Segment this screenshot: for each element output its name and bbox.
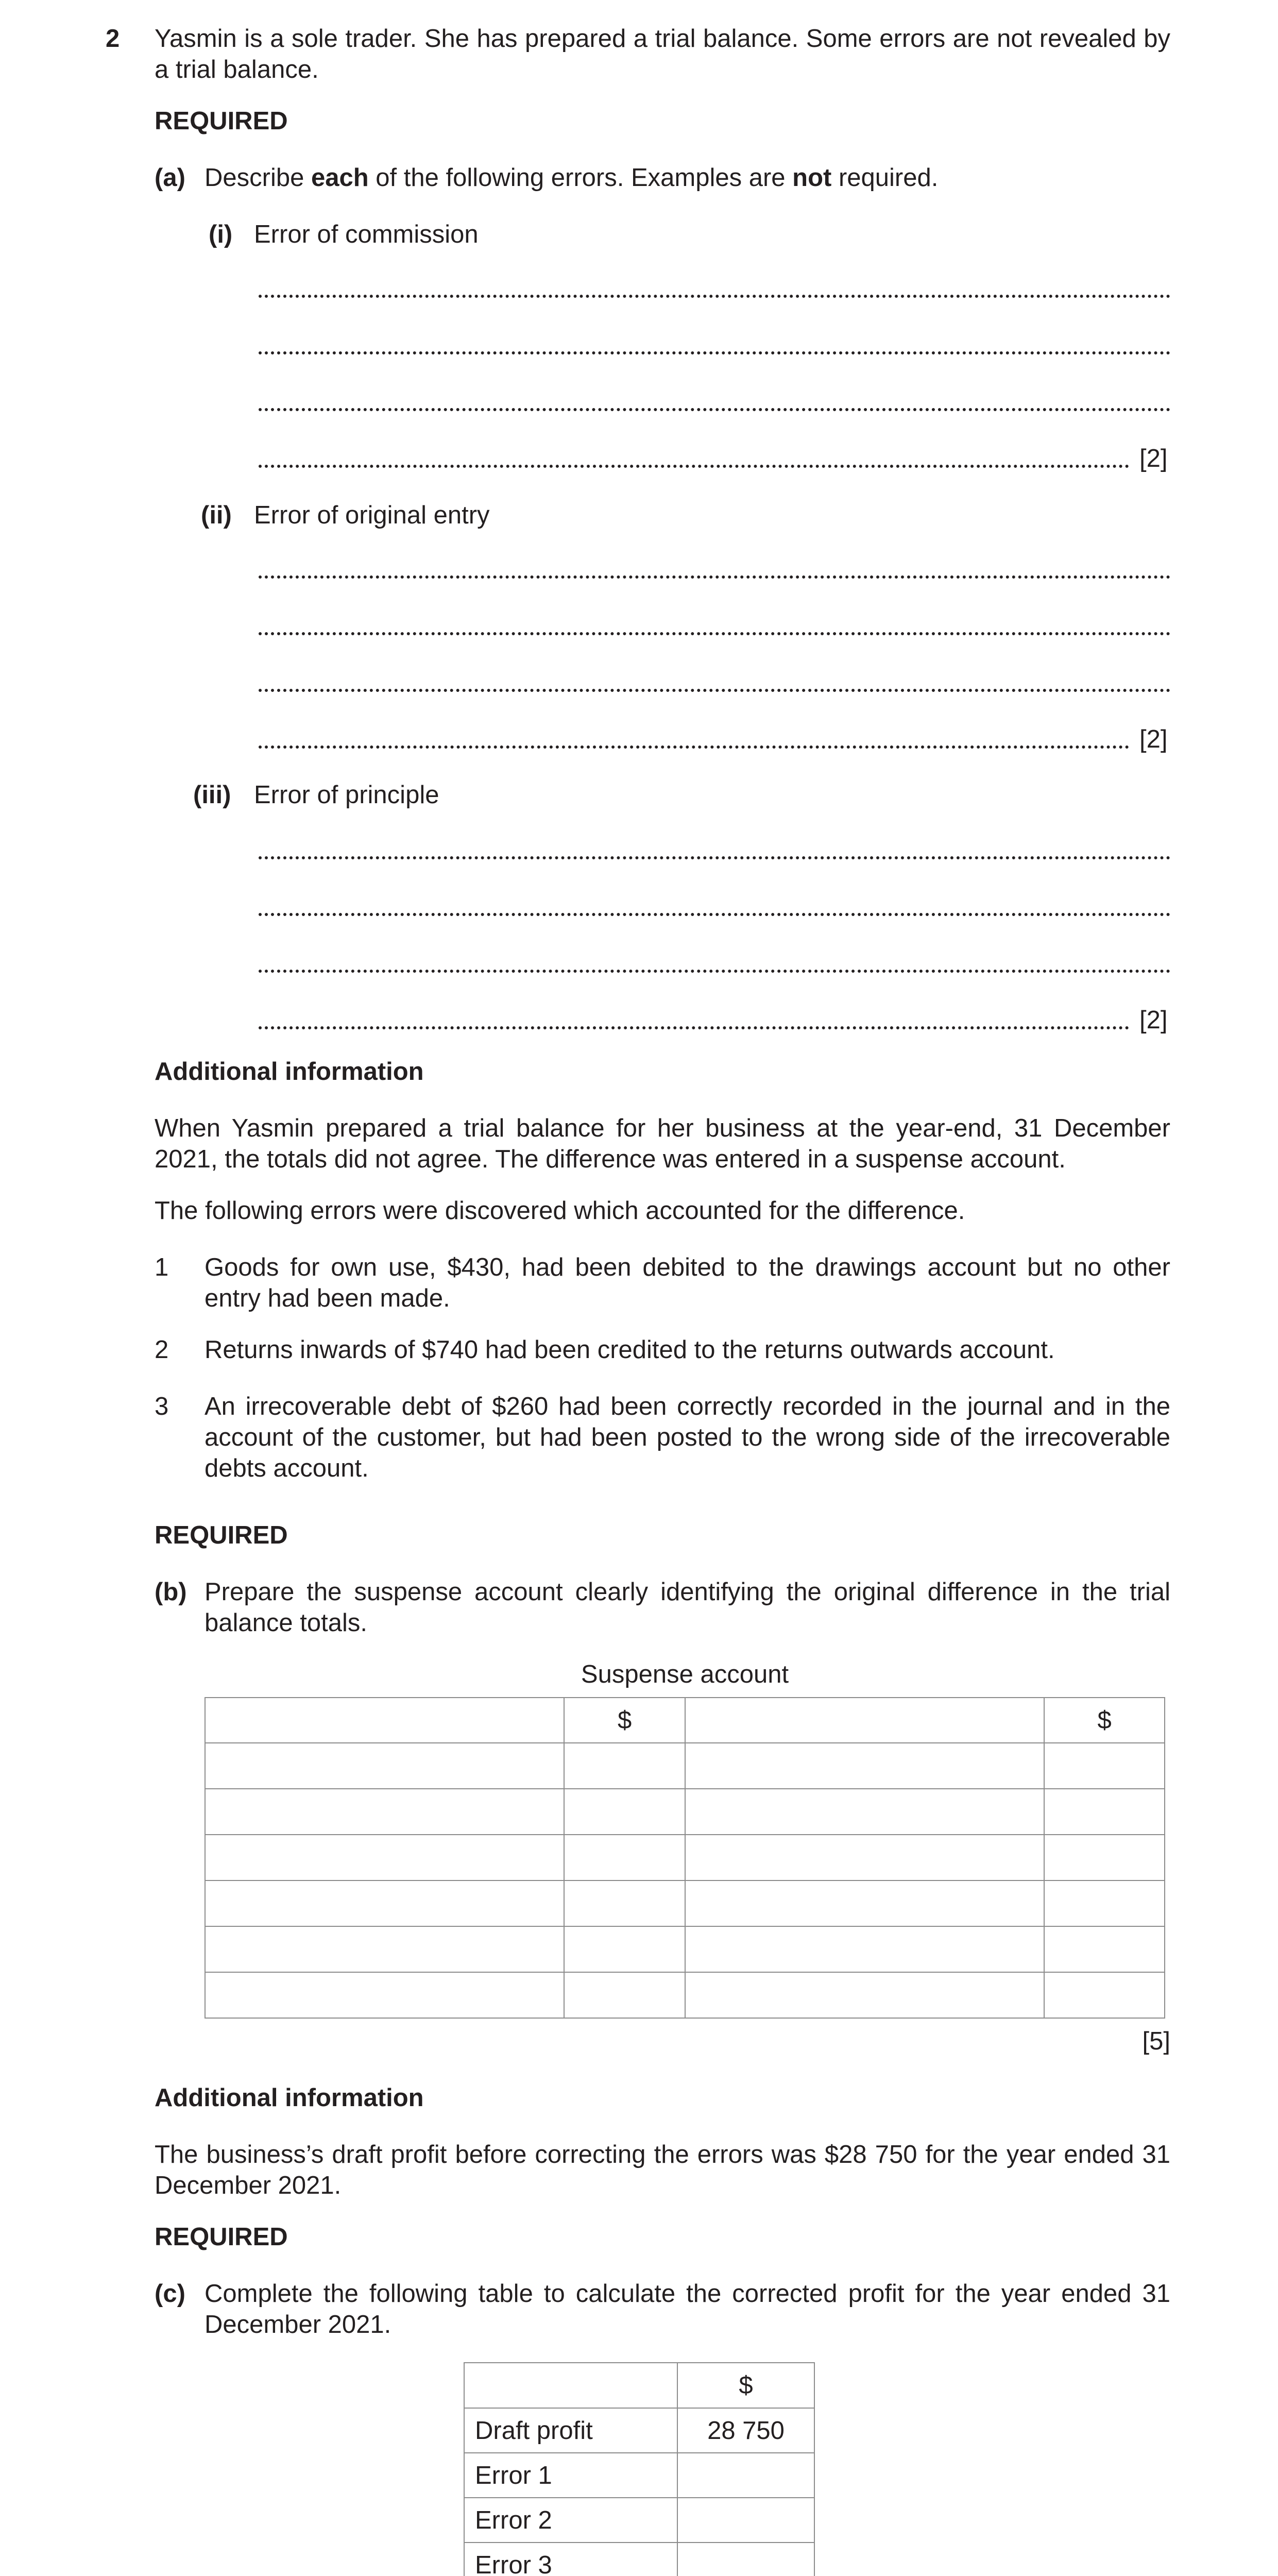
answer-cell[interactable] bbox=[677, 2453, 814, 2498]
table-row bbox=[464, 2543, 814, 2576]
additional-info-paragraph: When Yasmin prepared a trial balance for her business at the year-end, 31 December 2021, the totals did not agree. The difference was entered in a suspense account. bbox=[155, 1114, 1170, 1173]
table-row bbox=[205, 1698, 1165, 1743]
currency-header: $ bbox=[677, 2363, 814, 2408]
row-value: 28 750 bbox=[677, 2408, 814, 2453]
table-row bbox=[205, 1880, 1165, 1926]
credit-amount-cell[interactable] bbox=[1044, 1743, 1165, 1789]
credit-amount-cell[interactable] bbox=[1044, 1926, 1165, 1972]
debit-details-cell[interactable] bbox=[205, 1789, 564, 1835]
debit-amount-cell[interactable] bbox=[564, 1926, 685, 1972]
mark-allocation: [2] bbox=[1139, 725, 1168, 753]
debit-details-cell[interactable] bbox=[205, 1880, 564, 1926]
debit-amount-cell[interactable] bbox=[564, 1972, 685, 2018]
answer-line[interactable] bbox=[259, 351, 1170, 354]
additional-info-paragraph: The business’s draft profit before correcting the errors was $28 750 for the year ended 31 December 2021. bbox=[155, 2141, 1170, 2199]
debit-amount-cell[interactable] bbox=[564, 1880, 685, 1926]
row-label: Draft profit bbox=[464, 2408, 677, 2453]
answer-line[interactable] bbox=[259, 856, 1170, 859]
credit-details-cell[interactable] bbox=[685, 1743, 1044, 1789]
part-a-iii-label: (iii) bbox=[193, 781, 231, 809]
additional-info-heading: Additional information bbox=[155, 1058, 424, 1086]
credit-details-cell[interactable] bbox=[685, 1926, 1044, 1972]
credit-details-cell[interactable] bbox=[685, 1698, 1044, 1743]
credit-details-cell[interactable] bbox=[685, 1835, 1044, 1880]
credit-details-cell[interactable] bbox=[685, 1972, 1044, 2018]
credit-currency-header: $ bbox=[1044, 1698, 1165, 1743]
part-c-label: (c) bbox=[155, 2280, 185, 2308]
mark-allocation: [2] bbox=[1139, 445, 1168, 472]
row-label: Error 1 bbox=[464, 2453, 677, 2498]
answer-line[interactable] bbox=[259, 970, 1170, 973]
answer-line[interactable] bbox=[259, 913, 1170, 916]
error-description: Goods for own use, $430, had been debited to the drawings account but no other entry had been made. bbox=[205, 1253, 1170, 1312]
part-c-instruction: Complete the following table to calculate the corrected profit for the year ended 31 December 2021. bbox=[205, 2280, 1170, 2338]
answer-line[interactable] bbox=[259, 1026, 1129, 1029]
answer-line[interactable] bbox=[259, 575, 1170, 579]
error-description: Returns inwards of $740 had been credited to the returns outwards account. bbox=[205, 1336, 1055, 1364]
table-row bbox=[464, 2408, 814, 2453]
error-of-original-entry-prompt: Error of original entry bbox=[254, 501, 490, 529]
answer-cell[interactable] bbox=[677, 2543, 814, 2576]
additional-info-paragraph: The following errors were discovered which accounted for the difference. bbox=[155, 1197, 965, 1225]
debit-amount-cell[interactable] bbox=[564, 1789, 685, 1835]
part-a-ii-label: (ii) bbox=[201, 501, 232, 529]
required-heading: REQUIRED bbox=[155, 2223, 288, 2251]
table-row bbox=[464, 2363, 814, 2408]
question-number: 2 bbox=[106, 25, 120, 53]
row-label: Error 3 bbox=[464, 2543, 677, 2576]
answer-line[interactable] bbox=[259, 408, 1170, 411]
part-a-instruction: Describe each of the following errors. Examples are not required. bbox=[205, 164, 939, 192]
error-of-principle-prompt: Error of principle bbox=[254, 781, 439, 809]
label-header-cell bbox=[464, 2363, 677, 2408]
answer-line[interactable] bbox=[259, 295, 1170, 298]
answer-line[interactable] bbox=[259, 689, 1170, 692]
debit-amount-cell[interactable] bbox=[564, 1743, 685, 1789]
debit-amount-cell[interactable] bbox=[564, 1835, 685, 1880]
credit-amount-cell[interactable] bbox=[1044, 1972, 1165, 2018]
table-row bbox=[205, 1743, 1165, 1789]
suspense-account-table bbox=[205, 1697, 1165, 2019]
error-of-commission-prompt: Error of commission bbox=[254, 221, 479, 248]
answer-cell[interactable] bbox=[677, 2498, 814, 2543]
answer-line[interactable] bbox=[259, 745, 1129, 749]
mark-allocation: [2] bbox=[1139, 1006, 1168, 1034]
table-row bbox=[205, 1972, 1165, 2018]
credit-details-cell[interactable] bbox=[685, 1880, 1044, 1926]
additional-info-heading: Additional information bbox=[155, 2084, 424, 2112]
table-row bbox=[464, 2453, 814, 2498]
part-b-instruction: Prepare the suspense account clearly identifying the original difference in the trial balance totals. bbox=[205, 1578, 1170, 1637]
part-a-label: (a) bbox=[155, 164, 185, 192]
debit-details-cell[interactable] bbox=[205, 1698, 564, 1743]
mark-allocation: [5] bbox=[1142, 2027, 1170, 2055]
error-number: 1 bbox=[155, 1253, 169, 1281]
table-row bbox=[205, 1926, 1165, 1972]
credit-amount-cell[interactable] bbox=[1044, 1789, 1165, 1835]
debit-details-cell[interactable] bbox=[205, 1743, 564, 1789]
part-a-i-label: (i) bbox=[209, 221, 233, 248]
credit-amount-cell[interactable] bbox=[1044, 1880, 1165, 1926]
error-description: An irrecoverable debt of $260 had been correctly recorded in the journal and in the account of the customer, but had been posted to the wrong side of the irrecoverable debts account. bbox=[205, 1393, 1170, 1482]
suspense-account-title: Suspense account bbox=[581, 1660, 789, 1688]
debit-details-cell[interactable] bbox=[205, 1926, 564, 1972]
debit-currency-header: $ bbox=[564, 1698, 685, 1743]
table-row bbox=[205, 1789, 1165, 1835]
debit-details-cell[interactable] bbox=[205, 1972, 564, 2018]
required-heading: REQUIRED bbox=[155, 107, 288, 135]
credit-amount-cell[interactable] bbox=[1044, 1835, 1165, 1880]
answer-line[interactable] bbox=[259, 465, 1129, 468]
table-row bbox=[464, 2498, 814, 2543]
answer-line[interactable] bbox=[259, 632, 1170, 635]
part-b-label: (b) bbox=[155, 1578, 187, 1606]
error-number: 3 bbox=[155, 1393, 169, 1420]
question-intro: Yasmin is a sole trader. She has prepared a trial balance. Some errors are not revealed by a trial balance. bbox=[155, 25, 1170, 83]
required-heading: REQUIRED bbox=[155, 1521, 288, 1549]
credit-details-cell[interactable] bbox=[685, 1789, 1044, 1835]
debit-details-cell[interactable] bbox=[205, 1835, 564, 1880]
row-label: Error 2 bbox=[464, 2498, 677, 2543]
error-number: 2 bbox=[155, 1336, 169, 1364]
corrected-profit-table bbox=[464, 2362, 815, 2576]
table-row bbox=[205, 1835, 1165, 1880]
